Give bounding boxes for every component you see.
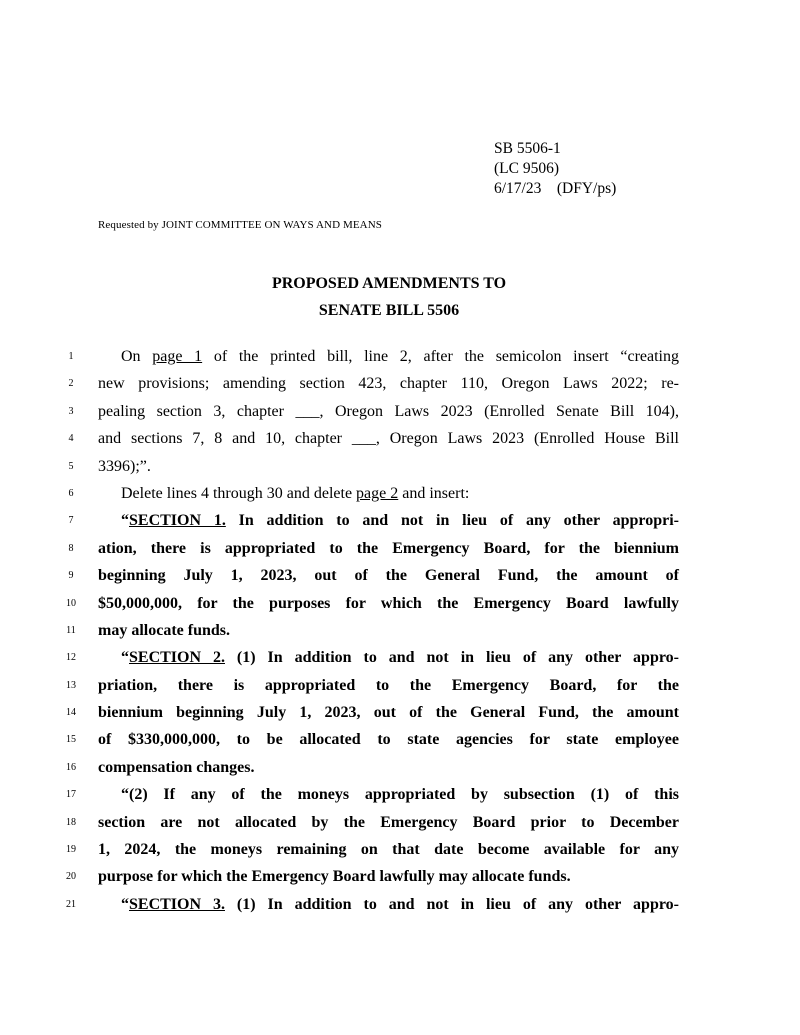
text-line [60, 672, 700, 699]
line-number: 10 [66, 597, 76, 609]
line-text [121, 644, 679, 671]
text-line [60, 562, 700, 589]
line-text-segment: In addition to and not in lieu of any other appropri- [225, 512, 679, 530]
amendment-date: 6/17/23 [494, 180, 542, 197]
line-number: 12 [66, 652, 76, 664]
bill-header [494, 139, 616, 199]
text-line [60, 754, 700, 781]
text-line [60, 480, 700, 507]
line-number: 15 [66, 734, 76, 746]
text-line [60, 863, 700, 890]
line-number: 2 [68, 378, 74, 390]
line-text: ation, there is appropriated to the Emergency Board, for the biennium [98, 539, 679, 557]
bill-id: SB 5506-1 [494, 140, 561, 157]
line-text: new provisions; amending section 423, chapter 110, Oregon Laws 2022; re- [98, 375, 679, 393]
text-line [60, 699, 700, 726]
amendment-date-line [494, 179, 616, 199]
line-text: beginning July 1, 2023, out of the General Fund, the amount of [98, 567, 679, 585]
text-line [60, 644, 700, 671]
line-text-segment: (1) In addition to and not in lieu of any other appro- [224, 895, 679, 913]
text-line [60, 453, 700, 480]
text-line [60, 891, 700, 918]
line-number: 20 [66, 871, 76, 883]
line-text [121, 507, 679, 534]
line-number: 3 [68, 405, 74, 417]
text-line [60, 535, 700, 562]
line-text-segment: On [121, 348, 153, 365]
open-quote: “ [121, 895, 129, 913]
line-text: and sections 7, 8 and 10, chapter ___, Oregon Laws 2023 (Enrolled House Bill [98, 430, 679, 448]
page-reference: page 2 [356, 484, 399, 502]
section-heading: SECTION 2. [129, 649, 225, 667]
requester-line: Requested by JOINT COMMITTEE ON WAYS AND MEANS [98, 219, 382, 231]
line-text: pealing section 3, chapter ___, Oregon Laws 2023 (Enrolled Senate Bill 104), [98, 402, 679, 420]
text-line [60, 398, 700, 425]
text-line [60, 726, 700, 753]
line-text: purpose for which the Emergency Board lawfully may allocate funds. [98, 868, 571, 886]
line-text: 3396);”. [98, 457, 151, 475]
line-text: $50,000,000, for the purposes for which the Emergency Board lawfully [98, 594, 679, 612]
line-text-segment: Delete lines 4 through 30 and delete [121, 484, 357, 502]
line-text [121, 343, 679, 370]
line-number: 14 [66, 707, 76, 719]
amendment-body [60, 343, 700, 918]
line-number: 11 [66, 624, 76, 636]
open-quote: “ [121, 512, 129, 530]
text-line [60, 836, 700, 863]
line-text: biennium beginning July 1, 2023, out of the General Fund, the amount [98, 704, 679, 722]
page-reference: page 1 [152, 348, 203, 365]
line-text: compensation changes. [98, 758, 255, 776]
section-heading: SECTION 3. [129, 895, 225, 913]
open-quote: “ [121, 649, 129, 667]
line-number: 5 [68, 460, 74, 472]
line-text: section are not allocated by the Emergency Board prior to December [98, 813, 679, 831]
line-text: priation, there is appropriated to the Emergency Board, for the [98, 676, 679, 694]
text-line [60, 370, 700, 397]
line-text-segment: of the printed bill, line 2, after the semicolon insert “creating [202, 348, 680, 365]
drafter-initials: (DFY/ps) [556, 180, 617, 197]
text-line [60, 590, 700, 617]
text-line [60, 809, 700, 836]
line-number: 16 [66, 761, 76, 773]
line-text-segment: (1) In addition to and not in lieu of any other appro- [224, 649, 679, 667]
text-line [60, 617, 700, 644]
text-line [60, 343, 700, 370]
document-title-line-2: SENATE BILL 5506 [318, 302, 460, 319]
text-line [60, 507, 700, 534]
line-number: 18 [66, 816, 76, 828]
line-text: 1, 2024, the moneys remaining on that date become available for any [98, 841, 679, 859]
line-text-segment: and insert: [398, 484, 470, 502]
line-number: 7 [68, 515, 74, 527]
line-text: “(2) If any of the moneys appropriated by subsection (1) of this [121, 786, 679, 804]
line-number: 21 [66, 898, 76, 910]
text-line [60, 425, 700, 452]
text-line [60, 781, 700, 808]
line-number: 4 [68, 433, 74, 445]
line-number: 6 [68, 487, 74, 499]
line-text: may allocate funds. [98, 621, 230, 639]
document-title-line-1: PROPOSED AMENDMENTS TO [271, 275, 507, 292]
line-number: 13 [66, 679, 76, 691]
line-text: of $330,000,000, to be allocated to state agencies for state employee [98, 731, 679, 749]
section-heading: SECTION 1. [129, 512, 226, 530]
line-number: 17 [66, 789, 76, 801]
lc-number: (LC 9506) [494, 160, 560, 177]
line-number: 9 [68, 570, 74, 582]
line-number: 1 [68, 351, 74, 362]
line-text [121, 891, 679, 918]
line-number: 19 [66, 844, 76, 856]
line-number: 8 [68, 542, 74, 554]
line-text [121, 480, 679, 507]
